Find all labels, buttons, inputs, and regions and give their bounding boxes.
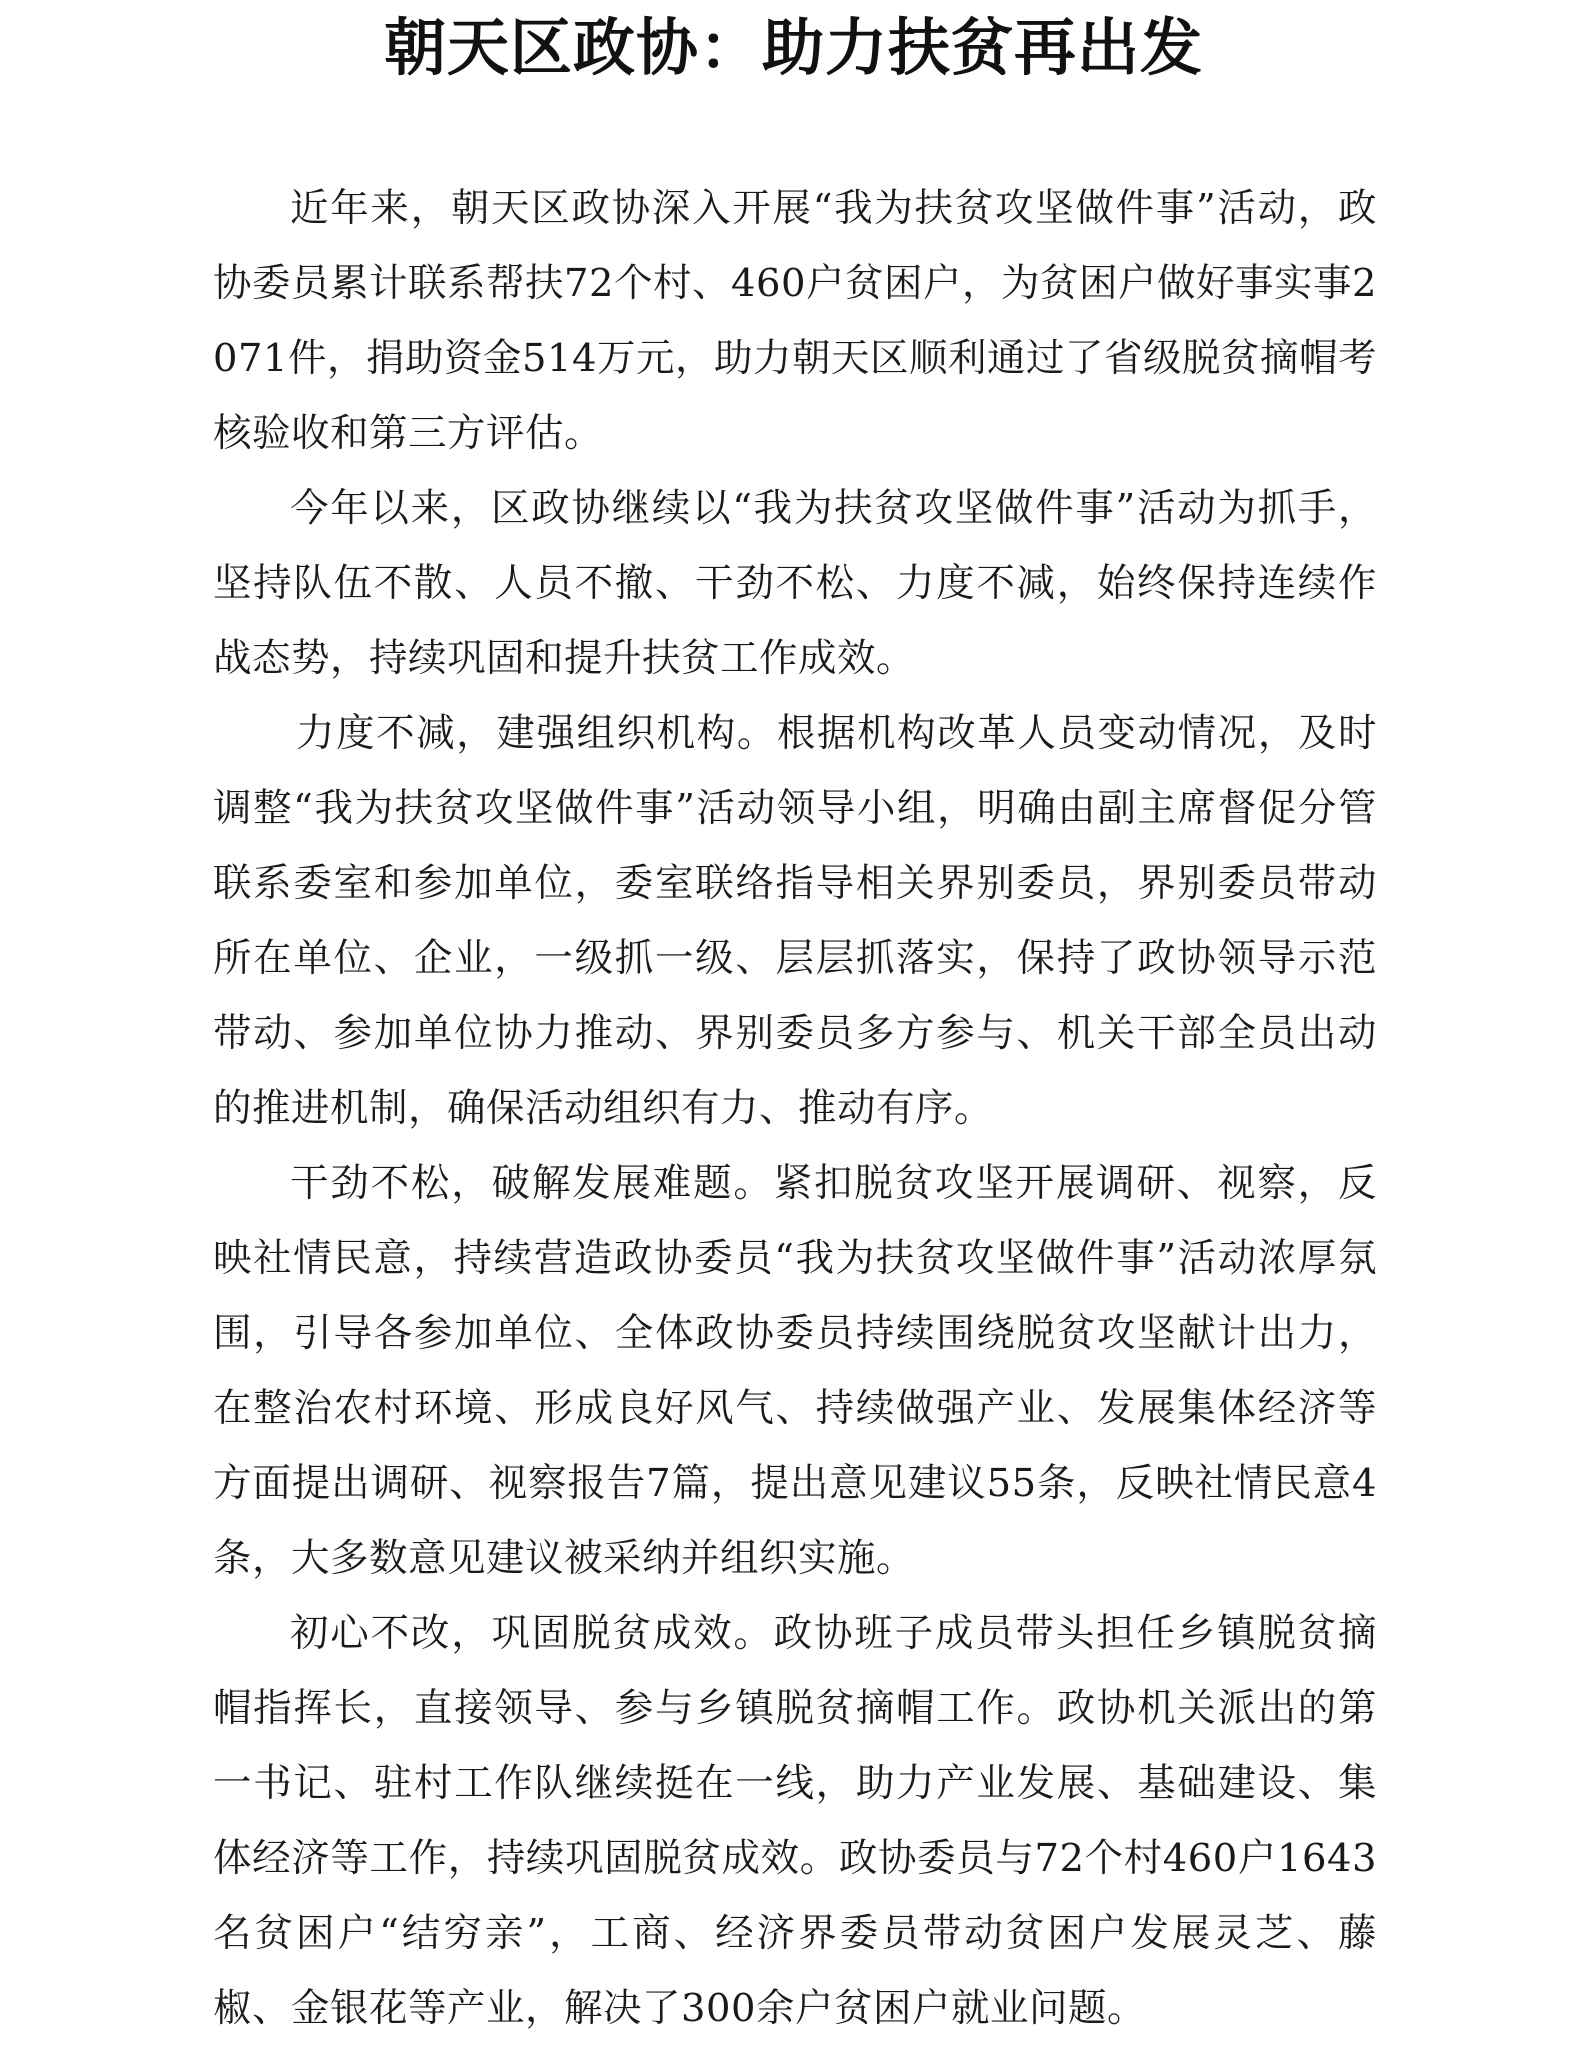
- document-title: 朝天区政协：助力扶贫再出发: [383, 11, 1203, 84]
- paragraph-consolidation: 初心不改，巩固脱贫成效。政协班子成员带头担任乡镇脱贫摘帽指挥长，直接领导、参与乡镇脱贫摘帽工作。政协机关派出的第一书记、驻村工作队继续挺在一线，助力产业发展、基础建设、集体经济等工作，持续巩固脱贫成效。政协委员与72个村460户1643名贫困户“结穷亲”，工商、经济界委员带动贫困户发展灵芝、藤椒、金银花等产业，解决了300余户贫困户就业问题。: [213, 1611, 1377, 2031]
- article-body: [213, 171, 1377, 2046]
- paragraph-this-year: 今年以来，区政协继续以“我为扶贫攻坚做件事”活动为抓手，坚持队伍不散、人员不撤、干劲不松、力度不减，始终保持连续作战态势，持续巩固和提升扶贫工作成效。: [213, 486, 1377, 681]
- paragraph-organization: 力度不减，建强组织机构。根据机构改革人员变动情况，及时调整“我为扶贫攻坚做件事”活动领导小组，明确由副主席督促分管联系委室和参加单位，委室联络指导相关界别委员，界别委员带动所在单位、企业，一级抓一级、层层抓落实，保持了政协领导示范带动、参加单位协力推动、界别委员多方参与、机关干部全员出动的推进机制，确保活动组织有力、推动有序。: [213, 711, 1377, 1131]
- paragraph-development: 干劲不松，破解发展难题。紧扣脱贫攻坚开展调研、视察，反映社情民意，持续营造政协委员“我为扶贫攻坚做件事”活动浓厚氛围，引导各参加单位、全体政协委员持续围绕脱贫攻坚献计出力，在整治农村环境、形成良好风气、持续做强产业、发展集体经济等方面提出调研、视察报告7篇，提出意见建议55条，反映社情民意4条，大多数意见建议被采纳并组织实施。: [213, 1161, 1377, 1581]
- paragraph-intro: 近年来，朝天区政协深入开展“我为扶贫攻坚做件事”活动，政协委员累计联系帮扶72个村、460户贫困户，为贫困户做好事实事2071件，捐助资金514万元，助力朝天区顺利通过了省级脱贫摘帽考核验收和第三方评估。: [213, 186, 1377, 456]
